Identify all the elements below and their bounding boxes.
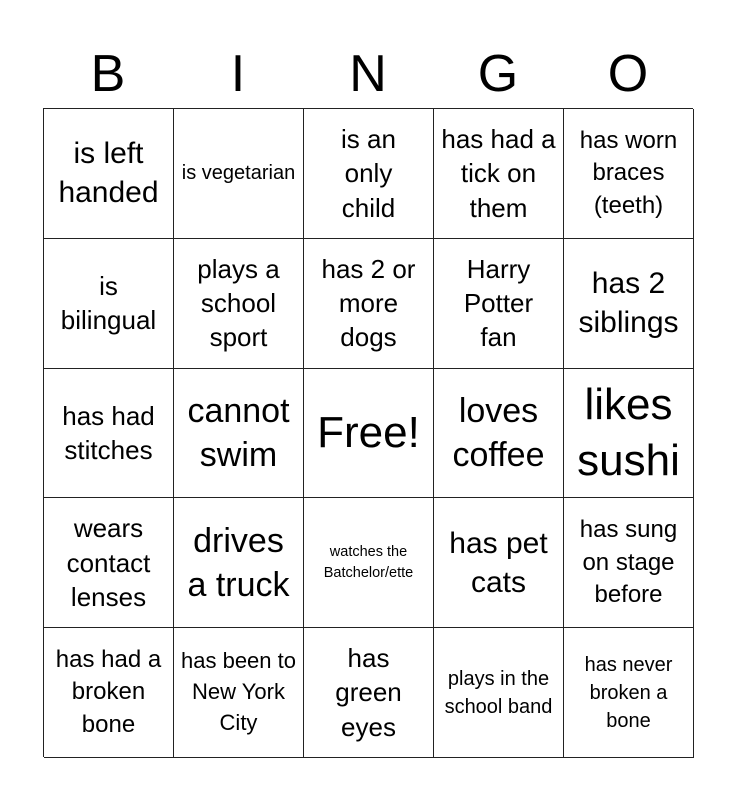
cell-text: has green eyes xyxy=(335,643,402,742)
bingo-cell[interactable] xyxy=(44,239,174,369)
cell-text: watches the Batchelor/ette xyxy=(323,543,414,581)
bingo-cell[interactable] xyxy=(44,628,174,758)
cell-text: is an only child xyxy=(341,123,396,223)
cell-text: has 2 or more dogs xyxy=(321,253,416,353)
cell-text: has worn braces (teeth) xyxy=(579,126,678,219)
cell-text: Harry Potter fan xyxy=(463,253,534,353)
cell-text: has sung on stage before xyxy=(579,516,678,608)
header-letter-b: B xyxy=(90,45,126,103)
cell-text: has had a tick on them xyxy=(441,123,556,223)
cell-text: cannot swim xyxy=(187,391,290,474)
header-letter-n: N xyxy=(349,45,387,103)
cell-text: has never broken a bone xyxy=(584,653,673,732)
cell-text: has had stitches xyxy=(62,400,155,465)
bingo-cell[interactable] xyxy=(564,498,694,628)
cell-text: plays in the school band xyxy=(444,667,553,718)
free-space-text: Free! xyxy=(317,407,420,457)
bingo-cell[interactable] xyxy=(434,628,564,758)
bingo-cell[interactable] xyxy=(434,369,564,499)
bingo-cell[interactable] xyxy=(174,239,304,369)
bingo-cell[interactable] xyxy=(44,498,174,628)
bingo-cell[interactable] xyxy=(44,369,174,499)
bingo-cell[interactable] xyxy=(304,109,434,239)
cell-text: is left handed xyxy=(58,137,159,210)
bingo-cell[interactable] xyxy=(174,369,304,499)
header-letter-i: I xyxy=(230,45,246,103)
bingo-cell[interactable] xyxy=(304,628,434,758)
bingo-cell free-space[interactable] xyxy=(304,369,434,499)
cell-text: has pet cats xyxy=(449,526,548,599)
cell-text: loves coffee xyxy=(452,391,545,474)
bingo-cell[interactable] xyxy=(304,239,434,369)
cell-text: has 2 siblings xyxy=(578,267,679,340)
bingo-cell[interactable] xyxy=(564,369,694,499)
cell-text: plays a school sport xyxy=(197,253,280,353)
bingo-cell[interactable] xyxy=(564,239,694,369)
bingo-cell[interactable] xyxy=(434,498,564,628)
cell-text: is bilingual xyxy=(60,270,157,336)
cell-text: has had a broken bone xyxy=(55,646,162,738)
bingo-cell[interactable] xyxy=(304,498,434,628)
bingo-cell[interactable] xyxy=(564,109,694,239)
header-letter-g: G xyxy=(477,45,519,103)
cell-text: likes sushi xyxy=(577,379,680,485)
bingo-header xyxy=(43,40,693,108)
bingo-cell[interactable] xyxy=(174,628,304,758)
cell-text: wears contact lenses xyxy=(66,513,151,612)
header-letter-o: O xyxy=(607,45,649,103)
cell-text: has been to New York City xyxy=(181,648,296,735)
bingo-board xyxy=(43,108,693,757)
bingo-cell[interactable] xyxy=(564,628,694,758)
bingo-cell[interactable] xyxy=(174,109,304,239)
bingo-cell[interactable] xyxy=(174,498,304,628)
bingo-cell[interactable] xyxy=(434,239,564,369)
bingo-cell[interactable] xyxy=(434,109,564,239)
cell-text: is vegetarian xyxy=(181,162,296,185)
cell-text: drives a truck xyxy=(187,521,290,604)
bingo-cell[interactable] xyxy=(44,109,174,239)
